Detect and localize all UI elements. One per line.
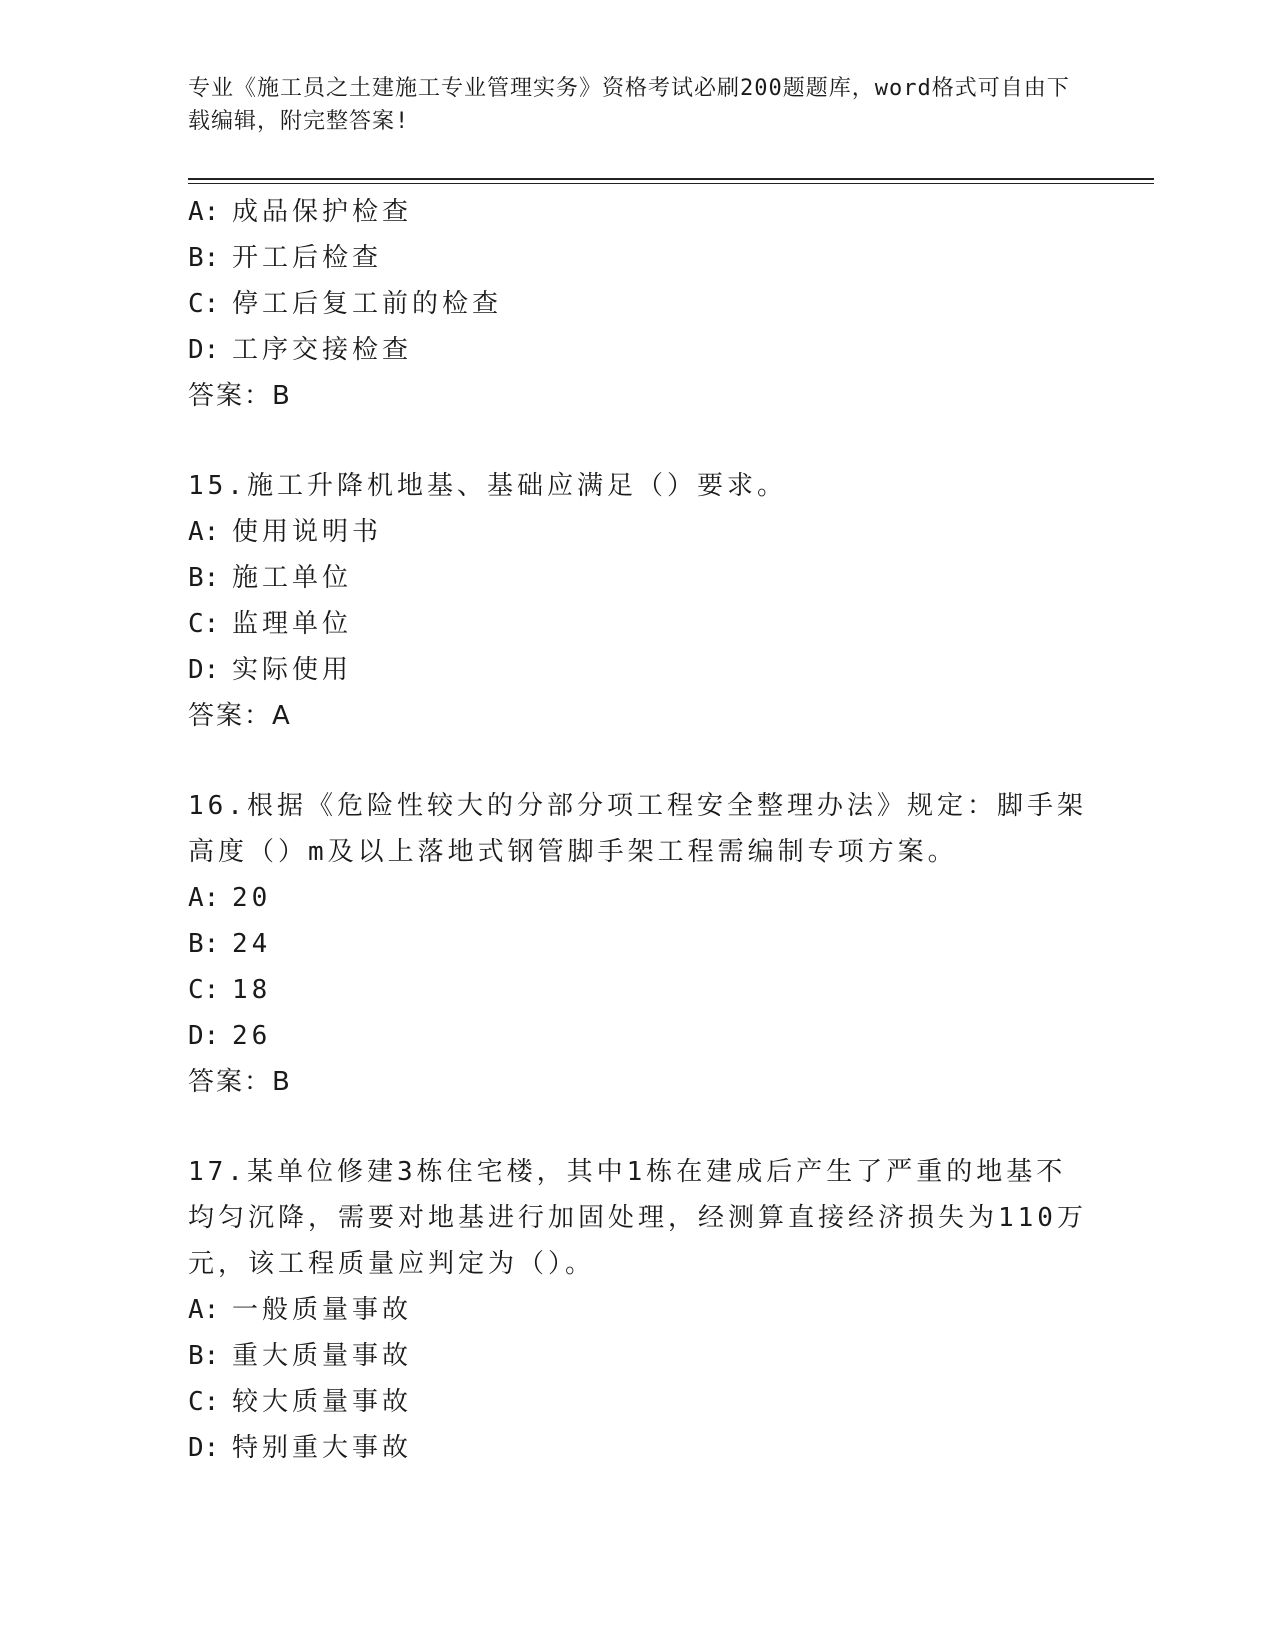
option-b [188,555,1088,601]
option-text: 24 [232,929,272,959]
option-key: C: [188,289,220,319]
option-text: 开工后检查 [232,243,383,273]
spacer [188,739,1088,783]
option-text: 施工单位 [232,563,353,593]
option-c [188,1379,1088,1425]
document-header: 专业《施工员之土建施工专业管理实务》资格考试必刷200题题库，word格式可自由下载编辑，附完整答案! [188,76,1070,134]
option-key: A: [188,517,220,547]
option-key: B: [188,1341,220,1371]
option-text: 18 [232,975,272,1005]
option-text: 成品保护检查 [232,197,413,227]
option-text: 实际使用 [232,655,353,685]
question-17 [188,1149,1088,1471]
option-d [188,1425,1088,1471]
option-text: 工序交接检查 [232,335,413,365]
option-text: 使用说明书 [232,517,383,547]
answer: 答案：B [188,381,292,411]
option-c [188,601,1088,647]
header-divider-thin [188,183,1154,184]
option-key: C: [188,975,220,1005]
option-key: B: [188,929,220,959]
option-text: 20 [232,883,272,913]
option-key: D: [188,1433,220,1463]
option-key: D: [188,1021,220,1051]
option-text: 监理单位 [232,609,353,639]
option-a [188,509,1088,555]
option-b [188,921,1088,967]
option-key: C: [188,609,220,639]
option-text: 26 [232,1021,272,1051]
question-16 [188,783,1088,1105]
option-c [188,281,1088,327]
option-key: D: [188,335,220,365]
option-d [188,1013,1088,1059]
option-text: 一般质量事故 [232,1295,413,1325]
option-a [188,189,1088,235]
option-a [188,875,1088,921]
option-key: A: [188,883,220,913]
spacer [188,1105,1088,1149]
question-stem: 16.根据《危险性较大的分部分项工程安全整理办法》规定：脚手架高度（）m及以上落地式钢管脚手架工程需编制专项方案。 [188,791,1087,867]
question-stem: 15.施工升降机地基、基础应满足（）要求。 [188,471,787,501]
option-a [188,1287,1088,1333]
header-divider-thick [188,178,1154,180]
question-stem: 17.某单位修建3栋住宅楼，其中1栋在建成后产生了严重的地基不均匀沉降，需要对地基进行加固处理，经测算直接经济损失为110万元，该工程质量应判定为（）。 [188,1157,1087,1279]
option-key: C: [188,1387,220,1417]
option-b [188,1333,1088,1379]
option-key: B: [188,563,220,593]
option-text: 停工后复工前的检查 [232,289,503,319]
option-key: A: [188,1295,220,1325]
option-text: 特别重大事故 [232,1433,413,1463]
answer: 答案：A [188,701,292,731]
option-d [188,327,1088,373]
question-15 [188,463,1088,739]
option-d [188,647,1088,693]
spacer [188,419,1088,463]
option-text: 较大质量事故 [232,1387,413,1417]
option-text: 重大质量事故 [232,1341,413,1371]
question-14 [188,189,1088,419]
option-key: A: [188,197,220,227]
option-c [188,967,1088,1013]
answer: 答案：B [188,1067,292,1097]
option-key: B: [188,243,220,273]
option-key: D: [188,655,220,685]
option-b [188,235,1088,281]
question-list [188,189,1088,1471]
